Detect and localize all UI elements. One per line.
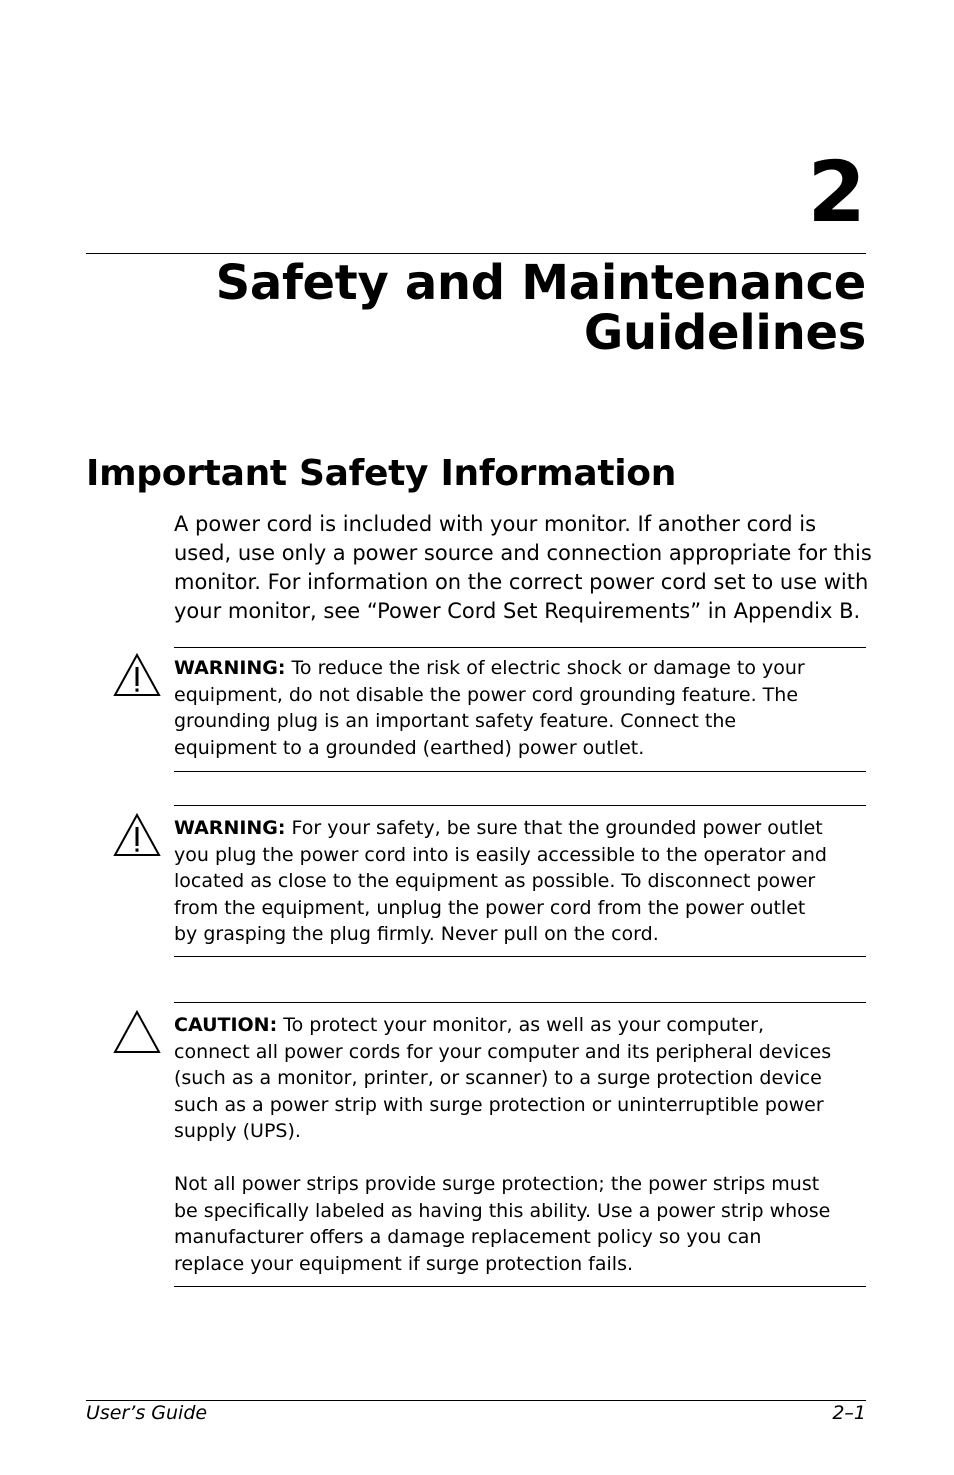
footer-page-number: 2–1 (832, 1402, 866, 1424)
notice-top-rule (174, 647, 866, 648)
notice-top-rule (174, 1002, 866, 1003)
notice-caution-paragraph-2: Not all power strips provide surge protection; the power strips must be specifically labeled as having this ability. Use a power strip whose manufacturer offers a damage replacement policy so you can replace your equipment if surge protection fails. (174, 1173, 831, 1275)
chapter-title-line2: Guidelines (583, 305, 866, 361)
chapter-number: 2 (807, 143, 866, 241)
notice-label: WARNING: (174, 657, 286, 679)
warning-exclamation-triangle-icon (112, 812, 162, 858)
notice-body: To reduce the risk of electric shock or damage to your equipment, do not disable the power cord grounding feature. The grounding plug is an important safety feature. Connect the equipment to a grounded (earthed) power outlet. (174, 657, 805, 759)
warning-exclamation-triangle-icon (112, 652, 162, 698)
caution-triangle-icon (112, 1009, 162, 1055)
chapter-title (146, 255, 866, 361)
section-heading: Important Safety Information (86, 453, 677, 494)
notice-bottom-rule (174, 956, 866, 957)
notice-warning-2 (174, 815, 834, 948)
notice-caution (174, 1012, 834, 1145)
footer-left: User’s Guide (86, 1402, 208, 1424)
notice-bottom-rule (174, 771, 866, 772)
notice-top-rule (174, 805, 866, 806)
chapter-rule (86, 253, 866, 254)
notice-body: For your safety, be sure that the grounded power outlet you plug the power cord into is easily accessible to the operator and located as close to the equipment as possible. To disconnect power from the equipment, unplug the power cord from the power outlet by grasping the plug firmly. Never pull on the cord. (174, 817, 827, 946)
notice-label: WARNING: (174, 817, 286, 839)
notice-label: CAUTION: (174, 1014, 278, 1036)
chapter-title-line1: Safety and Maintenance (215, 255, 866, 311)
notice-warning-1 (174, 655, 834, 761)
notice-bottom-rule (174, 1286, 866, 1287)
notice-body: To protect your monitor, as well as your computer, connect all power cords for your computer and its peripheral devices (such as a monitor, printer, or scanner) to a surge protection device such as a power strip with surge protection or uninterruptible power supply (UPS). (174, 1014, 832, 1143)
intro-paragraph: A power cord is included with your monitor. If another cord is used, use only a power source and connection appropriate for this monitor. For information on the correct power cord set to use with your monitor, see “Power Cord Set Requirements” in Appendix B. (174, 512, 872, 623)
footer-rule (86, 1400, 866, 1401)
